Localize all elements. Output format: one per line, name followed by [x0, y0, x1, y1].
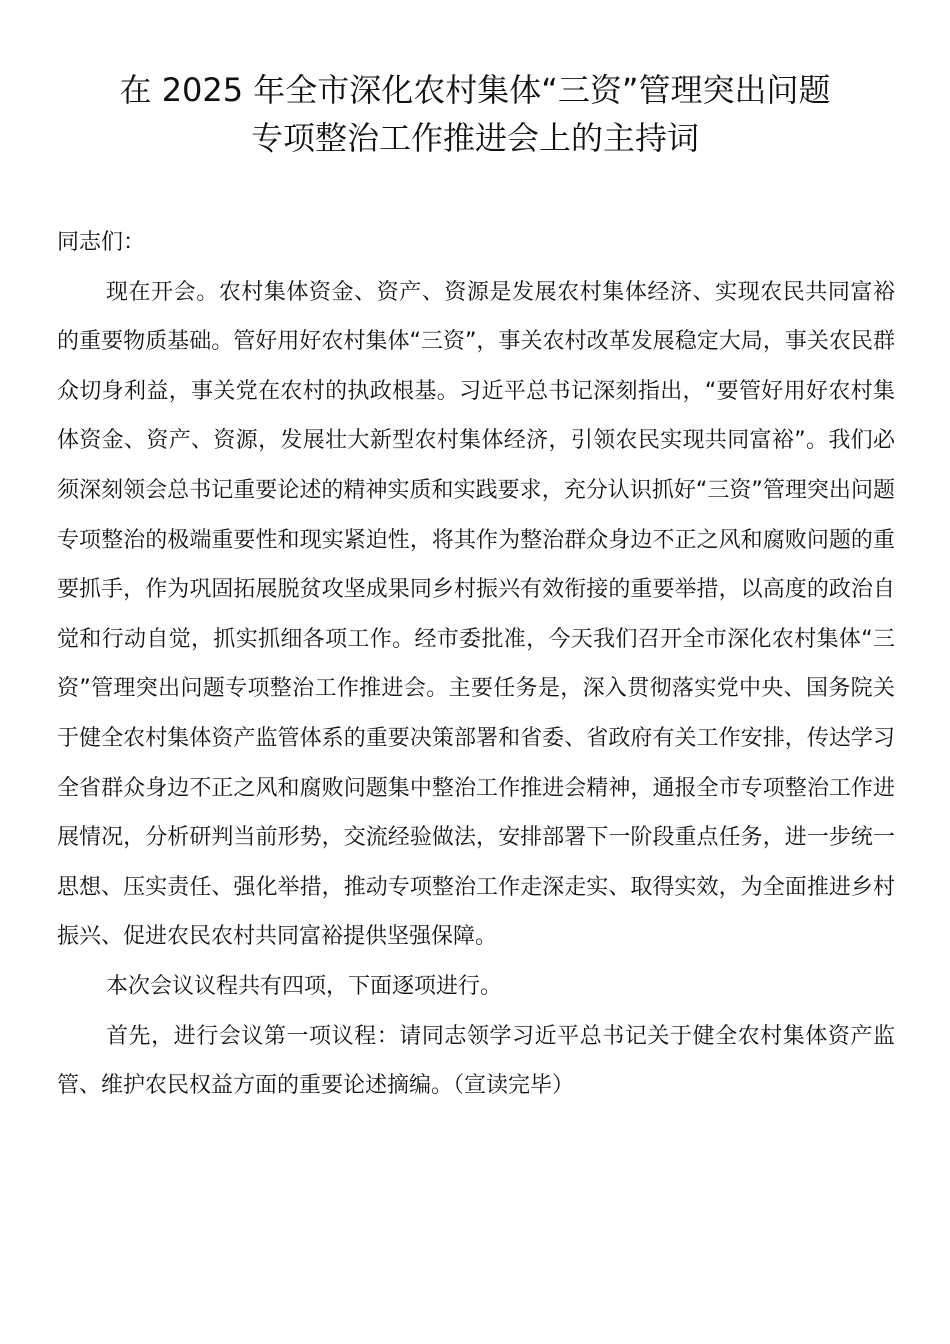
- paragraph-opening: 现在开会。农村集体资金、资产、资源是发展农村集体经济、实现农民共同富裕的重要物质基础。管好用好农村集体“三资”，事关农村改革发展稳定大局，事关农民群众切身利益，事关党在农村的执政根基。习近平总书记深刻指出，“要管好用好农村集体资金、资产、资源，发展壮大新型农村集体经济，引领农民实现共同富裕”。我们必须深刻领会总书记重要论述的精神实质和实践要求，充分认识抓好“三资”管理突出问题专项整治的极端重要性和现实紧迫性，将其作为整治群众身边不正之风和腐败问题的重要抓手，作为巩固拓展脱贫攻坚成果同乡村振兴有效衔接的重要举措，以高度的政治自觉和行动自觉，抓实抓细各项工作。经市委批准，今天我们召开全市深化农村集体“三资”管理突出问题专项整治工作推进会。主要任务是，深入贯彻落实党中央、国务院关于健全农村集体资产监管体系的重要决策部署和省委、省政府有关工作安排，传达学习全省群众身边不正之风和腐败问题集中整治工作推进会精神，通报全市专项整治工作进展情况，分析研判当前形势，交流经验做法，安排部署下一阶段重点任务，进一步统一思想、压实责任、强化举措，推动专项整治工作走深走实、取得实效，为全面推进乡村振兴、促进农民农村共同富裕提供坚强保障。: [57, 279, 895, 950]
- document-body: [57, 218, 895, 1111]
- title-line-1: 在 2025 年全市深化农村集体“三资”管理突出问题: [119, 71, 831, 109]
- paragraph-agenda-overview: 本次会议议程共有四项，下面逐项进行。: [106, 973, 503, 999]
- title-line-2: 专项整治工作推进会上的主持词: [250, 119, 699, 157]
- document-title: [40, 66, 910, 162]
- salutation: 同志们：: [57, 230, 146, 255]
- paragraph-first-item: 首先，进行会议第一项议程：请同志领学习近平总书记关于健全农村集体资产监管、维护农民权益方面的重要论述摘编。（宣读完毕）: [57, 1023, 895, 1099]
